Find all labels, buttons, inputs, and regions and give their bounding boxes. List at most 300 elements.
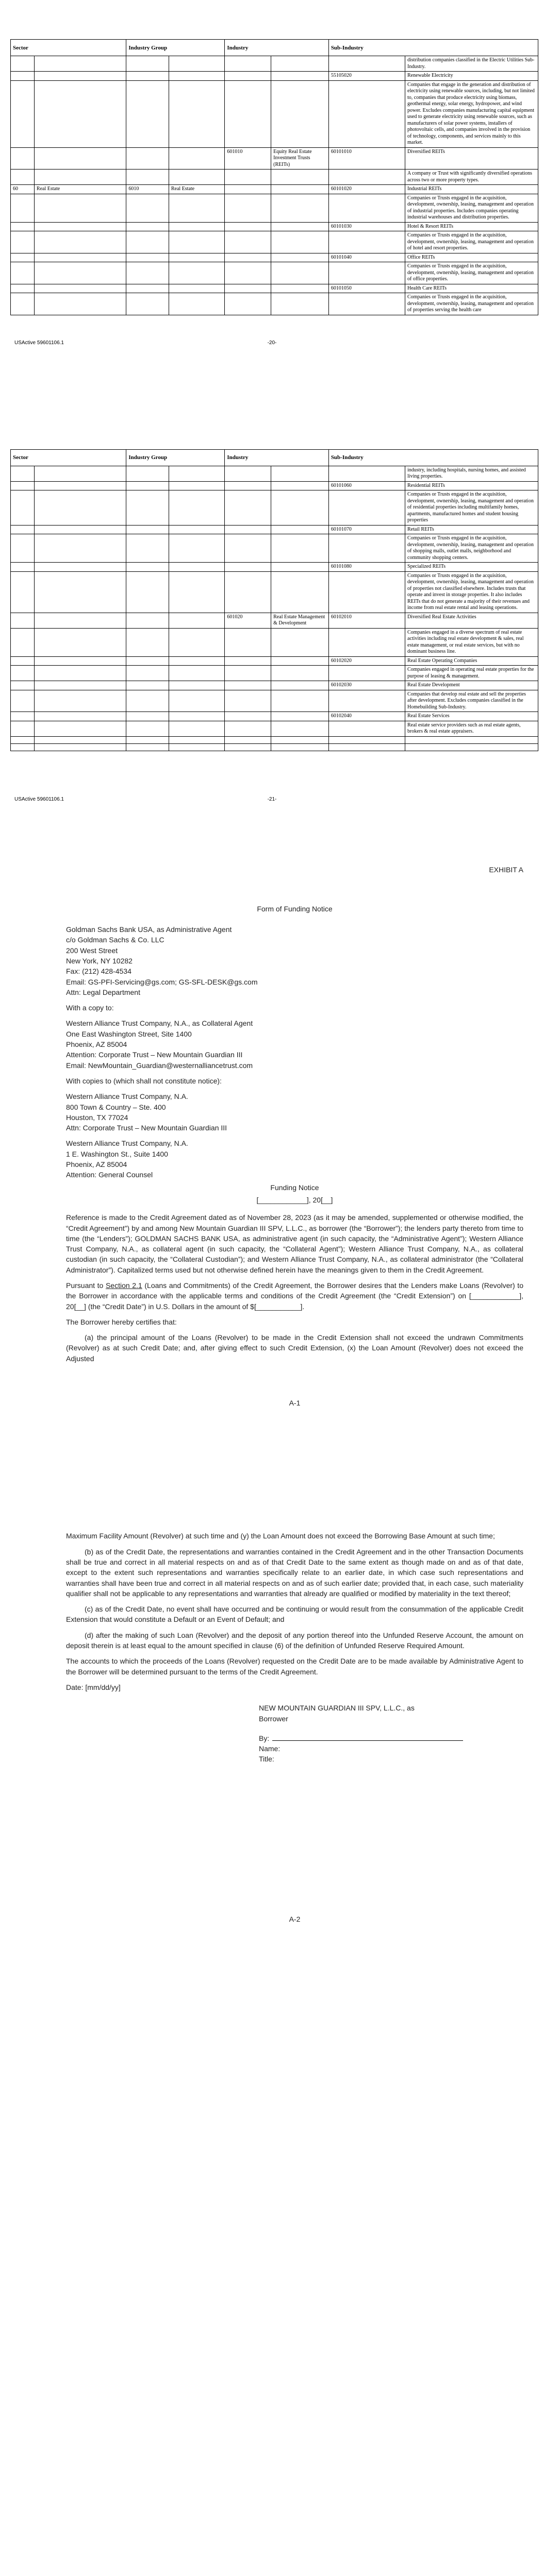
houston-address [66, 1091, 523, 1133]
group-name [169, 613, 225, 628]
sub-industry-code [328, 534, 405, 563]
industry-name [271, 681, 329, 690]
address-line: Houston, TX 77024 [66, 1113, 128, 1122]
sub-industry-name: Renewable Electricity [405, 72, 538, 81]
group-name [169, 170, 225, 185]
sector-code [11, 80, 35, 147]
header-sector: Sector [11, 40, 126, 56]
industry-name [271, 222, 329, 231]
sub-industry-description: Companies or Trusts engaged in the acquisition, development, ownership, leasing, management and operation of residential properties including multifamily homes, apartments, manufactured homes and student housing properties [405, 490, 538, 526]
sub-industry-code: 60102040 [328, 712, 405, 721]
industry-code [225, 72, 271, 81]
accounts-paragraph: The accounts to which the proceeds of the Loans (Revolver) requested on the Credit Date are to be made available by Administrative Agent to the Borrower will be determined pursuant to the terms of the Credit Agreement. [66, 1657, 523, 1676]
address-line: Goldman Sachs Bank USA, as Administrative Agent [66, 925, 232, 934]
copy-label: With a copy to: [66, 1004, 114, 1012]
item-d: (d) after the making of such Loan (Revolver) and the deposit of any portion thereof into the Unfunded Reserve Account, the amount on deposit therein is at least equal to the amount specified in clause (6) of the definition of Unfunded Reserve Required Amount. [66, 1631, 523, 1650]
borrower-name: NEW MOUNTAIN GUARDIAN III SPV, L.L.C., as [259, 1704, 415, 1713]
sector-name [34, 613, 126, 628]
table-row [11, 628, 538, 656]
sector-name [34, 656, 126, 666]
table-row [11, 525, 538, 534]
sub-industry-description: A company or Trust with significantly diversified operations across two or more property types. [405, 170, 538, 185]
group-name [169, 466, 225, 481]
group-name [169, 628, 225, 656]
industry-name [271, 284, 329, 293]
group-code [126, 262, 169, 284]
sub-industry-code [328, 721, 405, 736]
group-name [169, 293, 225, 315]
group-code [126, 721, 169, 736]
admin-agent-address [66, 924, 523, 997]
group-code [126, 56, 169, 72]
sub-industry-code: 55105020 [328, 72, 405, 81]
sector-code [11, 721, 35, 736]
industry-code [225, 185, 271, 194]
group-code [126, 481, 169, 490]
sub-industry-description: Companies or Trusts engaged in the acquisition, development, ownership, leasing, management and operation of shopping malls, outlet malls, neighborhood and community shopping centers. [405, 534, 538, 563]
industry-name [271, 628, 329, 656]
table-row [11, 194, 538, 222]
page-number: -20- [267, 340, 277, 346]
table-row [11, 736, 538, 743]
group-name [169, 481, 225, 490]
sector-code [11, 56, 35, 72]
sector-code [11, 222, 35, 231]
header-industry: Industry [225, 449, 328, 466]
address-line: Attn: Corporate Trust – New Mountain Guardian III [66, 1124, 227, 1132]
group-name [169, 222, 225, 231]
industry-code [225, 262, 271, 284]
group-code [126, 571, 169, 613]
industry-name [271, 736, 329, 743]
sub-industry-code [328, 571, 405, 613]
page-a2: A-2 [289, 1914, 301, 1923]
group-name [169, 681, 225, 690]
sub-industry-name: Real Estate Services [405, 712, 538, 721]
table-row [11, 466, 538, 481]
address-line: Email: GS-PFI-Servicing@gs.com; GS-SFL-DESK@gs.com [66, 977, 258, 986]
sector-name [34, 80, 126, 147]
industry-code [225, 490, 271, 526]
industry-name [271, 56, 329, 72]
industry-code [225, 481, 271, 490]
industry-name [271, 72, 329, 81]
sub-industry-code [328, 466, 405, 481]
address-line: Western Alliance Trust Company, N.A., as Collateral Agent [66, 1019, 253, 1028]
industry-code: 601020 [225, 613, 271, 628]
industry-code [225, 80, 271, 147]
sector-code [11, 170, 35, 185]
sub-industry-code: 60101010 [328, 147, 405, 170]
group-name [169, 72, 225, 81]
group-code [126, 222, 169, 231]
group-code [126, 534, 169, 563]
group-name [169, 690, 225, 712]
table-row [11, 571, 538, 613]
industry-name [271, 262, 329, 284]
sector-code [11, 743, 35, 751]
sector-name [34, 490, 126, 526]
sector-code [11, 613, 35, 628]
table-row [11, 72, 538, 81]
address-line: 1 E. Washington St., Suite 1400 [66, 1149, 168, 1158]
industry-name [271, 253, 329, 262]
group-name [169, 147, 225, 170]
group-code [126, 613, 169, 628]
sector-code [11, 666, 35, 681]
sub-industry-name: Specialized REITs [405, 563, 538, 572]
industry-name [271, 571, 329, 613]
certify-line: The Borrower hereby certifies that: [66, 1317, 177, 1326]
header-sub-industry: Sub-Industry [328, 40, 538, 56]
industry-name [271, 194, 329, 222]
industry-name [271, 743, 329, 751]
industry-code [225, 571, 271, 613]
table-row [11, 147, 538, 170]
table-row [11, 534, 538, 563]
address-line: New York, NY 10282 [66, 956, 133, 965]
doc-id: USActive 59601106.1 [14, 796, 64, 802]
group-code [126, 194, 169, 222]
group-name [169, 563, 225, 572]
table-row [11, 563, 538, 572]
sub-industry-description: Companies that engage in the generation and distribution of electricity using renewable sources, including, but not limited to, companies that produce electricity using biomass, geothermal energy, solar energy, hydropower, and wind power. Excludes companies manufacturing capital equipment used to generate electricity using renewable sources, such as manufacturers of solar power systems, installers of photovoltaic cells, and companies involved in the provision of technology, components, and services mainly to this market. [405, 80, 538, 147]
sub-industry-name [405, 736, 538, 743]
sector-code [11, 293, 35, 315]
industry-name [271, 80, 329, 147]
sector-name: Real Estate [34, 185, 126, 194]
group-name [169, 194, 225, 222]
sub-industry-code [328, 690, 405, 712]
sub-industry-code [328, 194, 405, 222]
group-name [169, 262, 225, 284]
sector-name [34, 534, 126, 563]
sector-code [11, 72, 35, 81]
header-industry-group: Industry Group [126, 449, 225, 466]
sub-industry-name: Real Estate Operating Companies [405, 656, 538, 666]
phoenix-address [66, 1138, 523, 1180]
sector-code [11, 466, 35, 481]
sub-industry-name: Hotel & Resort REITs [405, 222, 538, 231]
address-line: Email: NewMountain_Guardian@westernalliancetrust.com [66, 1061, 253, 1070]
sub-industry-code [328, 80, 405, 147]
group-code [126, 72, 169, 81]
signature-block [66, 1703, 523, 1764]
sub-industry-description: Companies or Trusts engaged in the acquisition, development, ownership, leasing, management and operation of properties serving the health care [405, 293, 538, 315]
industry-code [225, 170, 271, 185]
table-row [11, 721, 538, 736]
address-line: Attn: Legal Department [66, 988, 140, 996]
table-row [11, 613, 538, 628]
sector-name [34, 231, 126, 253]
sector-code [11, 490, 35, 526]
sub-industry-code: 60101050 [328, 284, 405, 293]
sub-industry-code: 60102020 [328, 656, 405, 666]
industry-code [225, 56, 271, 72]
group-code [126, 628, 169, 656]
page-a1: A-1 [289, 1399, 301, 1408]
industry-code [225, 222, 271, 231]
group-code [126, 525, 169, 534]
date-field[interactable]: Date: [mm/dd/yy] [66, 1683, 121, 1691]
industry-code [225, 721, 271, 736]
notice-date: [____________], 20[__] [256, 1195, 333, 1204]
industry-code [225, 712, 271, 721]
sector-name [34, 293, 126, 315]
group-code [126, 284, 169, 293]
sector-name [34, 147, 126, 170]
sector-name [34, 681, 126, 690]
sub-industry-code: 60101040 [328, 253, 405, 262]
industry-name [271, 525, 329, 534]
group-code [126, 666, 169, 681]
group-name [169, 80, 225, 147]
sub-industry-name: Residential REITs [405, 481, 538, 490]
industry-code [225, 736, 271, 743]
sub-industry-description: Real estate service providers such as real estate agents, brokers & real estate appraisers. [405, 721, 538, 736]
industry-name [271, 293, 329, 315]
table-row [11, 293, 538, 315]
industry-name: Equity Real Estate Investment Trusts (REITs) [271, 147, 329, 170]
industry-name [271, 490, 329, 526]
industry-code: 601010 [225, 147, 271, 170]
header-industry: Industry [225, 40, 328, 56]
header-sub-industry: Sub-Industry [328, 449, 538, 466]
sector-name [34, 721, 126, 736]
table-row [11, 56, 538, 72]
table-row [11, 666, 538, 681]
address-line: Western Alliance Trust Company, N.A. [66, 1139, 188, 1148]
sector-code [11, 571, 35, 613]
group-name [169, 490, 225, 526]
group-code [126, 253, 169, 262]
group-code [126, 681, 169, 690]
industry-name [271, 534, 329, 563]
industry-code [225, 231, 271, 253]
sub-industry-description: distribution companies classified in the Electric Utilities Sub-Industry. [405, 56, 538, 72]
sector-code [11, 231, 35, 253]
address-line: Phoenix, AZ 85004 [66, 1040, 127, 1049]
group-code [126, 656, 169, 666]
address-line: c/o Goldman Sachs & Co. LLC [66, 936, 164, 944]
sector-code [11, 194, 35, 222]
industry-name [271, 185, 329, 194]
sector-name [34, 466, 126, 481]
doc-id: USActive 59601106.1 [14, 340, 64, 346]
industry-code [225, 525, 271, 534]
sector-code: 60 [11, 185, 35, 194]
industry-name [271, 712, 329, 721]
address-line: One East Washington Street, Site 1400 [66, 1029, 192, 1038]
group-code [126, 231, 169, 253]
sector-code [11, 736, 35, 743]
header-sector: Sector [11, 449, 126, 466]
sub-industry-code [328, 56, 405, 72]
industry-name [271, 170, 329, 185]
group-code [126, 80, 169, 147]
sub-industry-code [328, 736, 405, 743]
sub-industry-code [328, 170, 405, 185]
sub-industry-description: Companies or Trusts engaged in the acquisition, development, ownership, leasing, management and operation of office properties. [405, 262, 538, 284]
group-name [169, 56, 225, 72]
industry-name [271, 690, 329, 712]
sector-name [34, 262, 126, 284]
exhibit-label: EXHIBIT A [489, 865, 523, 874]
sub-industry-name: Health Care REITs [405, 284, 538, 293]
group-code [126, 743, 169, 751]
group-code: 6010 [126, 185, 169, 194]
group-name [169, 284, 225, 293]
address-line: Fax: (212) 428-4534 [66, 967, 131, 976]
sector-name [34, 72, 126, 81]
sector-name [34, 712, 126, 721]
item-a: (a) the principal amount of the Loans (Revolver) to be made in the Credit Extension shall not exceed the undrawn Commitments (Revolver) as at such Credit Date; and, after giving effect to such Credit Extension, (x) the Loan Amount (Revolver) does not exceed the Adjusted [66, 1333, 523, 1363]
sub-industry-code [328, 628, 405, 656]
sub-industry-name: Diversified Real Estate Activities [405, 613, 538, 628]
sub-industry-name: Real Estate Development [405, 681, 538, 690]
page-footer-21 [0, 792, 544, 808]
sub-industry-description: industry, including hospitals, nursing homes, and assisted living properties. [405, 466, 538, 481]
address-line: 800 Town & Country – Ste. 400 [66, 1103, 166, 1111]
sub-industry-description: Companies engaged in operating real estate properties for the purpose of leasing & management. [405, 666, 538, 681]
sector-code [11, 253, 35, 262]
sector-name [34, 56, 126, 72]
industry-code [225, 690, 271, 712]
sub-industry-description: Companies engaged in a diverse spectrum of real estate activities including real estate development & sales, real estate management, or real estate services, but with no dominant business line. [405, 628, 538, 656]
sub-industry-name: Diversified REITs [405, 147, 538, 170]
table-row [11, 231, 538, 253]
table-row [11, 80, 538, 147]
sector-name [34, 736, 126, 743]
sub-industry-name: Industrial REITs [405, 185, 538, 194]
exhibit-a [0, 808, 544, 1935]
sub-industry-code [328, 293, 405, 315]
sub-industry-name: Office REITs [405, 253, 538, 262]
sector-code [11, 712, 35, 721]
group-name [169, 571, 225, 613]
industry-code [225, 681, 271, 690]
sector-name [34, 170, 126, 185]
table-row [11, 185, 538, 194]
industry-code [225, 534, 271, 563]
group-name [169, 721, 225, 736]
industry-code [225, 194, 271, 222]
borrower-role: Borrower [259, 1714, 288, 1723]
sector-code [11, 656, 35, 666]
industry-code [225, 563, 271, 572]
sub-industry-code [328, 262, 405, 284]
sub-industry-code: 60101080 [328, 563, 405, 572]
address-line: Attention: General Counsel [66, 1171, 153, 1179]
group-code [126, 466, 169, 481]
collateral-agent-address [66, 1018, 523, 1070]
industry-name [271, 666, 329, 681]
industry-code [225, 253, 271, 262]
group-name [169, 743, 225, 751]
sector-code [11, 563, 35, 572]
sub-industry-code [328, 666, 405, 681]
copies-label: With copies to (which shall not constitute notice): [66, 1076, 222, 1085]
sector-code [11, 525, 35, 534]
address-line: Western Alliance Trust Company, N.A. [66, 1092, 188, 1101]
group-code [126, 293, 169, 315]
sub-industry-description: Companies or Trusts engaged in the acquisition, development, ownership, leasing, management and operation of hotel and resort properties. [405, 231, 538, 253]
item-c: (c) as of the Credit Date, no event shall have occurred and be continuing or would result from the consummation of the applicable Credit Extension that would constitute a Default or an Event of Default; and [66, 1605, 523, 1624]
sub-industry-code [328, 231, 405, 253]
signer-name[interactable]: Name: [259, 1744, 281, 1753]
address-line: Phoenix, AZ 85004 [66, 1160, 127, 1169]
table-row [11, 481, 538, 490]
sector-code [11, 481, 35, 490]
gics-table-p20 [10, 39, 538, 315]
sector-name [34, 222, 126, 231]
group-code [126, 690, 169, 712]
sector-code [11, 262, 35, 284]
sector-name [34, 690, 126, 712]
page-footer-20 [0, 336, 544, 351]
item-b: (b) as of the Credit Date, the representations and warranties contained in the Credit Agreement and in the other Transaction Documents shall be true and correct in all material respects on and as of that Credit Date to the same extent as though made on and as of that date, except to the extent such representations and warranties specifically relate to an earlier date, in which case such representations and warranties shall have been true and correct in all material respects on and as of such earlier date; provided that, in each case, such materiality qualifier shall not be applicable to any representations and warranties that already are qualified or modified by materiality in the text thereof; [66, 1547, 523, 1598]
sector-name [34, 563, 126, 572]
group-code [126, 170, 169, 185]
group-name: Real Estate [169, 185, 225, 194]
table-row [11, 222, 538, 231]
group-name [169, 534, 225, 563]
sub-industry-description: Companies or Trusts engaged in the acquisition, development, ownership, leasing, management and operation of industrial properties. Includes companies operating industrial warehouses and distribution properties. [405, 194, 538, 222]
sector-code [11, 534, 35, 563]
sector-code [11, 147, 35, 170]
pursuant-paragraph: Pursuant to Section 2.1 (Loans and Commitments) of the Credit Agreement, the Borrower desires that the Lenders make Loans (Revolver) to the Borrower in accordance with the applicable terms and conditions of the Credit Agreement (the “Credit Extension”) on [____________], 20[__] (the “Credit Date”) in U.S. Dollars in the amount of $[___________]. [66, 1281, 523, 1311]
group-name [169, 712, 225, 721]
sector-name [34, 253, 126, 262]
table-row [11, 490, 538, 526]
industry-code [225, 284, 271, 293]
sub-industry-code: 60101030 [328, 222, 405, 231]
sector-name [34, 666, 126, 681]
table-row [11, 743, 538, 751]
sub-industry-code [328, 490, 405, 526]
sector-name [34, 481, 126, 490]
signature-line[interactable]: By: [259, 1733, 523, 1743]
signer-title[interactable]: Title: [259, 1755, 274, 1764]
industry-code [225, 293, 271, 315]
sector-code [11, 681, 35, 690]
industry-code [225, 628, 271, 656]
table-row [11, 681, 538, 690]
sub-industry-description: Companies that develop real estate and sell the properties after development. Excludes companies classified in the Homebuilding Sub-Industry. [405, 690, 538, 712]
sector-name [34, 284, 126, 293]
group-name [169, 656, 225, 666]
group-code [126, 490, 169, 526]
industry-name [271, 563, 329, 572]
sector-name [34, 628, 126, 656]
industry-code [225, 743, 271, 751]
table-row [11, 284, 538, 293]
table-row [11, 656, 538, 666]
section-link[interactable]: Section 2.1 [105, 1281, 142, 1290]
notice-title: Funding Notice [270, 1183, 319, 1192]
sub-industry-description: Companies or Trusts engaged in the acquisition, development, ownership, leasing, management and operation of properties not classified elsewhere. Includes trusts that operate and invest in storage properties. It also includes REITs that do not generate a majority of their revenues and income from real estate rental and leasing operations. [405, 571, 538, 613]
industry-name [271, 231, 329, 253]
sector-code [11, 690, 35, 712]
group-name [169, 525, 225, 534]
gics-table-p21 [10, 449, 538, 751]
sector-name [34, 525, 126, 534]
group-code [126, 563, 169, 572]
header-industry-group: Industry Group [126, 40, 225, 56]
group-name [169, 253, 225, 262]
group-name [169, 736, 225, 743]
table-row [11, 690, 538, 712]
